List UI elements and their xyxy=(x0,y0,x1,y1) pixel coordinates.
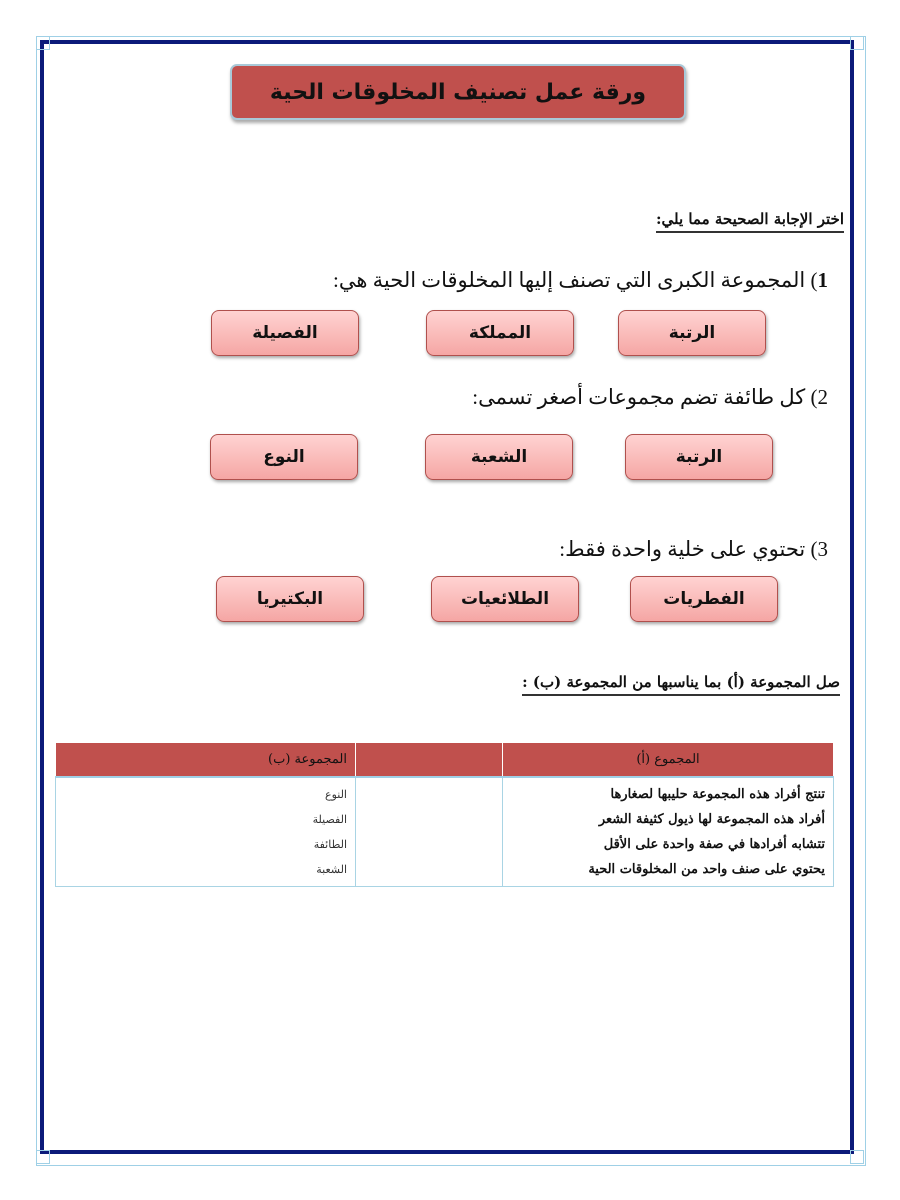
corner-ornament xyxy=(36,1150,50,1164)
section-heading-match: صل المجموعة (أ) بما يناسبها من المجموعة (ب) : xyxy=(522,673,840,696)
question-number: 1 xyxy=(817,268,828,292)
answer-cell[interactable] xyxy=(356,777,503,887)
question-text: المجموعة الكبرى التي تصنف إليها المخلوقات الحية هي: xyxy=(333,268,806,292)
corner-ornament xyxy=(850,1150,864,1164)
question-1: 1) المجموعة الكبرى التي تصنف إليها المخلوقات الحية هي: xyxy=(333,268,828,292)
group-a-item: أفراد هذه المجموعة لها ذيول كثيفة الشعر xyxy=(598,812,825,827)
table-row xyxy=(56,777,834,887)
corner-ornament xyxy=(850,36,864,50)
q2-option-2[interactable] xyxy=(425,434,573,480)
matching-table xyxy=(55,743,834,887)
option-label: النوع xyxy=(263,447,305,467)
question-3: 3) تحتوي على خلية واحدة فقط: xyxy=(559,537,828,561)
option-label: المملكة xyxy=(468,323,532,343)
question-text: تحتوي على خلية واحدة فقط: xyxy=(559,537,806,561)
q3-option-3[interactable] xyxy=(216,576,364,622)
section-heading-choose: اختر الإجابة الصحيحة مما يلي: xyxy=(656,210,844,233)
option-label: الشعبة xyxy=(470,447,528,467)
group-b-item: الطائفة xyxy=(313,838,347,851)
corner-ornament xyxy=(36,36,50,50)
q1-option-3[interactable] xyxy=(211,310,359,356)
option-label: الفصيلة xyxy=(252,323,318,343)
option-label: الطلائعيات xyxy=(460,589,550,609)
group-a-item: يحتوي على صنف واحد من المخلوقات الحية xyxy=(588,862,825,877)
group-a-item: تنتج أفراد هذه المجموعة حليبها لصغارها xyxy=(610,787,825,802)
header-group-b: المجموعة (ب) xyxy=(56,743,356,777)
q1-option-1[interactable] xyxy=(618,310,766,356)
group-b-item: الفصيلة xyxy=(312,813,347,826)
header-group-a: المجموع (أ) xyxy=(503,743,834,777)
option-label: الرتبة xyxy=(668,323,716,343)
question-number: 2 xyxy=(817,385,828,409)
question-number: 3 xyxy=(817,537,828,561)
question-2: 2) كل طائفة تضم مجموعات أصغر تسمى: xyxy=(472,385,828,409)
group-b-item: النوع xyxy=(325,788,347,801)
option-label: الرتبة xyxy=(675,447,723,467)
worksheet-title: ورقة عمل تصنيف المخلوقات الحية xyxy=(269,79,647,105)
q3-option-1[interactable] xyxy=(630,576,778,622)
q1-option-2[interactable] xyxy=(426,310,574,356)
group-b-cell xyxy=(56,777,356,887)
q2-option-3[interactable] xyxy=(210,434,358,480)
option-label: الفطريات xyxy=(663,589,745,609)
header-answer-column xyxy=(356,743,503,777)
worksheet-title-banner xyxy=(230,64,686,120)
group-b-item: الشعبة xyxy=(316,863,347,876)
q2-option-1[interactable] xyxy=(625,434,773,480)
table-header-row xyxy=(56,743,834,777)
group-a-item: تتشابه أفرادها في صفة واحدة على الأقل xyxy=(603,837,825,852)
question-text: كل طائفة تضم مجموعات أصغر تسمى: xyxy=(472,385,806,409)
group-a-cell xyxy=(503,777,834,887)
option-label: البكتيريا xyxy=(256,589,324,609)
q3-option-2[interactable] xyxy=(431,576,579,622)
